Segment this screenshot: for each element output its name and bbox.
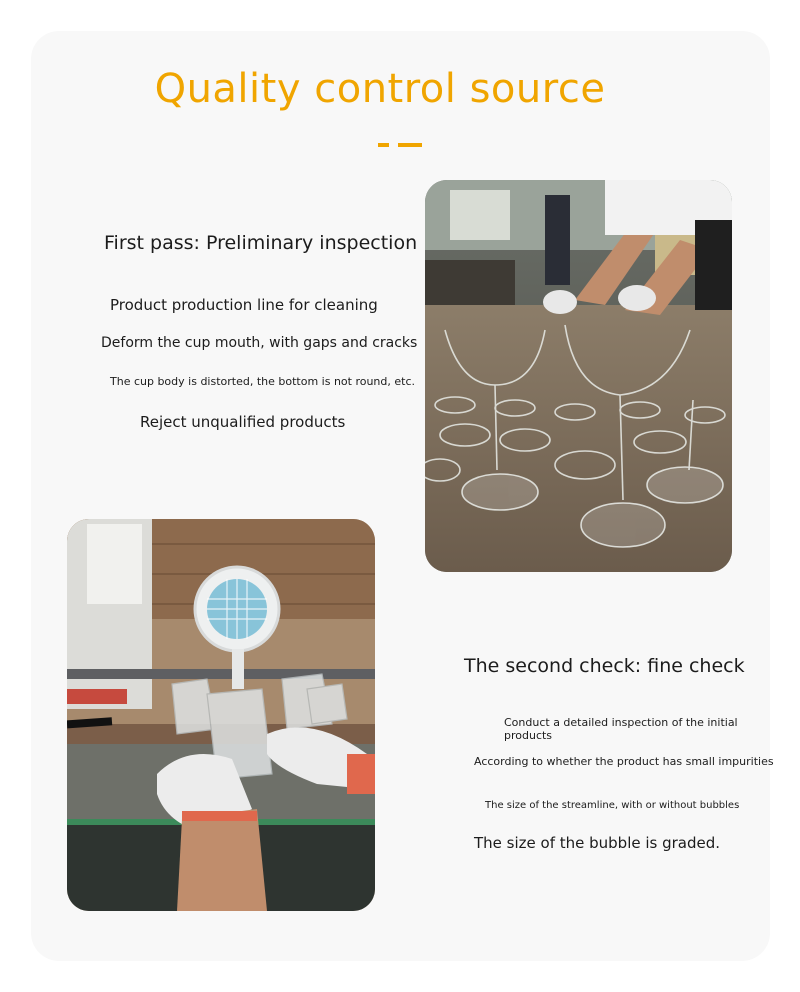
first-pass-line: Deform the cup mouth, with gaps and cracks [101, 335, 418, 351]
second-check-line: Conduct a detailed inspection of the initial products [504, 716, 738, 742]
second-check-line: The size of the bubble is graded. [474, 834, 721, 852]
page-title: Quality control source [154, 66, 606, 112]
second-check-line: The size of the streamline, with or without bubbles [485, 800, 740, 811]
second-check-heading: The second check: fine check [464, 655, 745, 677]
first-pass-line: Product production line for cleaning [110, 296, 378, 314]
first-pass-line: The cup body is distorted, the bottom is not round, etc. [110, 375, 416, 388]
first-pass-line: Reject unqualified products [140, 413, 346, 431]
second-check-line: According to whether the product has small impurities [474, 755, 774, 768]
worker-inspection-photo [67, 519, 375, 911]
title-accent-dash [398, 143, 422, 147]
glasses-production-photo [425, 180, 732, 572]
title-accent-dash [378, 143, 389, 147]
first-pass-heading: First pass: Preliminary inspection [104, 232, 418, 254]
